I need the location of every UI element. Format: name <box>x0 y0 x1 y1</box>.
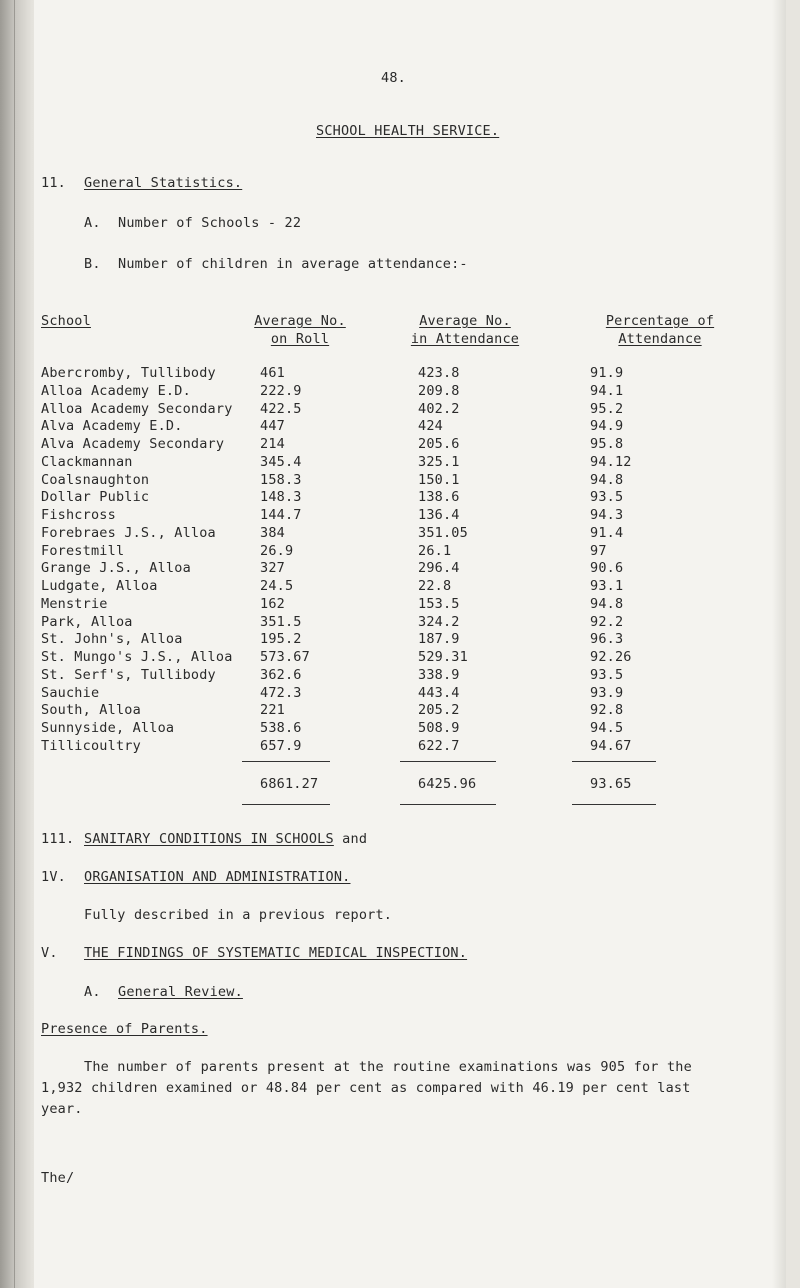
table-row <box>0 614 800 632</box>
cell-percentage: 95.8 <box>590 436 624 452</box>
cell-school: Forestmill <box>41 542 125 559</box>
cell-attendance: 338.9 <box>418 666 460 683</box>
section-iii-title: SANITARY CONDITIONS IN SCHOOLS <box>84 831 334 847</box>
section-iv-number: 1V. <box>41 869 66 885</box>
cell-roll: 538.6 <box>260 720 302 736</box>
section-ii-number: 11. <box>41 175 66 191</box>
table-row <box>0 685 800 703</box>
paragraph-line-1: The number of parents present at the routine examinations was 905 for the <box>84 1059 692 1075</box>
table-row <box>0 472 800 490</box>
table-row <box>0 596 800 614</box>
table-row <box>0 667 800 685</box>
header-percentage-line1: Percentage of <box>605 313 715 329</box>
bottom-rule-percentage <box>572 804 656 805</box>
cell-roll: 461 <box>260 365 285 381</box>
cell-attendance: 443.4 <box>418 684 460 701</box>
item-a-letter: A. <box>84 215 101 231</box>
presence-of-parents-subheading: Presence of Parents. <box>41 1021 208 1037</box>
cell-school: Alloa Academy E.D. <box>41 382 191 399</box>
cell-percentage: 94.1 <box>590 382 624 399</box>
cell-roll: 345.4 <box>260 453 302 470</box>
total-rule-attendance <box>400 761 496 762</box>
cell-attendance: 138.6 <box>418 489 460 506</box>
cell-roll: 657.9 <box>260 737 302 754</box>
table-row <box>0 738 800 756</box>
cell-school: South, Alloa <box>41 702 141 719</box>
cell-attendance: 187.9 <box>418 631 460 648</box>
cell-school: Menstrie <box>41 595 108 612</box>
parents-paragraph <box>41 1057 761 1120</box>
cell-attendance: 325.1 <box>418 453 460 470</box>
section-iii-suffix: and <box>342 831 368 847</box>
section-v-title: THE FINDINGS OF SYSTEMATIC MEDICAL INSPECTION. <box>84 945 468 961</box>
total-attendance: 6425.96 <box>418 776 477 792</box>
cell-roll: 573.67 <box>260 649 310 665</box>
cell-attendance: 26.1 <box>418 542 452 559</box>
cell-roll: 327 <box>260 560 285 577</box>
cell-school: Dollar Public <box>41 489 150 506</box>
header-percentage-line2: Attendance <box>618 331 702 347</box>
cell-roll: 214 <box>260 436 285 452</box>
cell-roll: 351.5 <box>260 613 302 630</box>
paragraph-line-3: year. <box>41 1101 83 1117</box>
cell-school: Alloa Academy Secondary <box>41 400 233 417</box>
cell-percentage: 92.2 <box>590 613 624 630</box>
table-row <box>0 507 800 525</box>
header-roll-line2: on Roll <box>270 331 330 347</box>
table-row <box>0 702 800 720</box>
header-attendance-line2: in Attendance <box>410 331 520 347</box>
cell-percentage: 91.9 <box>590 365 624 381</box>
section-iii-number: 111. <box>41 831 75 847</box>
cell-roll: 221 <box>260 702 285 719</box>
cell-attendance: 153.5 <box>418 595 460 612</box>
section-iii-heading <box>84 831 367 847</box>
cell-school: Ludgate, Alloa <box>41 578 158 594</box>
total-percentage: 93.65 <box>590 776 632 792</box>
cell-percentage: 91.4 <box>590 524 624 541</box>
cell-roll: 24.5 <box>260 578 294 594</box>
table-row <box>0 401 800 419</box>
cell-percentage: 92.26 <box>590 649 632 665</box>
page-heading: SCHOOL HEALTH SERVICE. <box>316 123 500 139</box>
cell-roll: 162 <box>260 595 285 612</box>
table-row <box>0 525 800 543</box>
section-iv-title: ORGANISATION AND ADMINISTRATION. <box>84 869 351 885</box>
table-row <box>0 560 800 578</box>
cell-school: Tillicoultry <box>41 737 141 754</box>
cell-attendance: 205.2 <box>418 702 460 719</box>
cell-school: St. Mungo's J.S., Alloa <box>41 649 233 665</box>
cell-school: St. Serf's, Tullibody <box>41 666 216 683</box>
cell-attendance: 508.9 <box>418 720 460 736</box>
section-iv-body: Fully described in a previous report. <box>84 907 393 923</box>
total-rule-roll <box>242 761 330 762</box>
item-b-letter: B. <box>84 256 101 272</box>
cell-attendance: 296.4 <box>418 560 460 577</box>
item-b-text: Number of children in average attendance:- <box>118 256 468 272</box>
cell-percentage: 94.12 <box>590 453 632 470</box>
cell-percentage: 95.2 <box>590 400 624 417</box>
cell-attendance: 424 <box>418 418 443 435</box>
cell-school: Clackmannan <box>41 453 133 470</box>
cell-attendance: 150.1 <box>418 471 460 488</box>
cell-attendance: 136.4 <box>418 507 460 523</box>
table-row <box>0 418 800 436</box>
cell-school: St. John's, Alloa <box>41 631 183 648</box>
cell-roll: 362.6 <box>260 666 302 683</box>
cell-school: Forebraes J.S., Alloa <box>41 524 216 541</box>
page-number: 48. <box>381 70 406 86</box>
cell-roll: 26.9 <box>260 542 294 559</box>
table-row <box>0 631 800 649</box>
cell-attendance: 423.8 <box>418 365 460 381</box>
cell-school: Coalsnaughton <box>41 471 150 488</box>
cell-percentage: 96.3 <box>590 631 624 648</box>
cell-school: Sunnyside, Alloa <box>41 720 175 736</box>
item-a-text: Number of Schools - 22 <box>118 215 302 231</box>
cell-attendance: 22.8 <box>418 578 452 594</box>
header-school: School <box>41 313 91 329</box>
cell-school: Grange J.S., Alloa <box>41 560 191 577</box>
table-row <box>0 543 800 561</box>
table-row <box>0 720 800 738</box>
cell-roll: 222.9 <box>260 382 302 399</box>
paragraph-line-2: 1,932 children examined or 48.84 per cent as compared with 46.19 per cent last <box>41 1080 691 1096</box>
cell-attendance: 622.7 <box>418 737 460 754</box>
cell-school: Alva Academy E.D. <box>41 418 183 435</box>
cell-school: Alva Academy Secondary <box>41 436 225 452</box>
cell-percentage: 93.9 <box>590 684 624 701</box>
cell-roll: 384 <box>260 524 285 541</box>
cell-school: Abercromby, Tullibody <box>41 365 216 381</box>
catchword: The/ <box>41 1170 75 1186</box>
cell-percentage: 97 <box>590 542 607 559</box>
cell-roll: 447 <box>260 418 285 435</box>
header-attendance-line1: Average No. <box>419 313 511 329</box>
cell-percentage: 93.5 <box>590 666 624 683</box>
cell-attendance: 324.2 <box>418 613 460 630</box>
cell-percentage: 90.6 <box>590 560 624 577</box>
cell-percentage: 93.5 <box>590 489 624 506</box>
cell-attendance: 209.8 <box>418 382 460 399</box>
table-row <box>0 365 800 383</box>
table-row <box>0 383 800 401</box>
cell-attendance: 529.31 <box>418 649 468 665</box>
cell-percentage: 94.8 <box>590 471 624 488</box>
table-row <box>0 454 800 472</box>
cell-roll: 158.3 <box>260 471 302 488</box>
cell-percentage: 94.9 <box>590 418 624 435</box>
cell-roll: 472.3 <box>260 684 302 701</box>
cell-percentage: 94.8 <box>590 595 624 612</box>
cell-school: Sauchie <box>41 684 100 701</box>
table-row <box>0 436 800 454</box>
total-roll: 6861.27 <box>260 776 319 792</box>
bottom-rule-roll <box>242 804 330 805</box>
bottom-rule-attendance <box>400 804 496 805</box>
cell-attendance: 402.2 <box>418 400 460 417</box>
cell-roll: 144.7 <box>260 507 302 523</box>
table-row <box>0 578 800 596</box>
total-rule-percentage <box>572 761 656 762</box>
cell-school: Fishcross <box>41 507 116 523</box>
cell-roll: 422.5 <box>260 400 302 417</box>
cell-attendance: 205.6 <box>418 436 460 452</box>
section-ii-title: General Statistics. <box>84 175 243 191</box>
cell-percentage: 94.5 <box>590 720 624 736</box>
header-roll-line1: Average No. <box>254 313 346 329</box>
section-v-number: V. <box>41 945 58 961</box>
section-v-item-a-letter: A. <box>84 984 101 1000</box>
cell-attendance: 351.05 <box>418 524 468 541</box>
cell-percentage: 94.3 <box>590 507 624 523</box>
table-row <box>0 649 800 667</box>
cell-school: Park, Alloa <box>41 613 133 630</box>
cell-percentage: 94.67 <box>590 737 632 754</box>
cell-roll: 195.2 <box>260 631 302 648</box>
table-totals-row <box>0 776 800 794</box>
cell-percentage: 92.8 <box>590 702 624 719</box>
cell-percentage: 93.1 <box>590 578 624 594</box>
cell-roll: 148.3 <box>260 489 302 506</box>
table-row <box>0 489 800 507</box>
section-v-item-a-title: General Review. <box>118 984 243 1000</box>
